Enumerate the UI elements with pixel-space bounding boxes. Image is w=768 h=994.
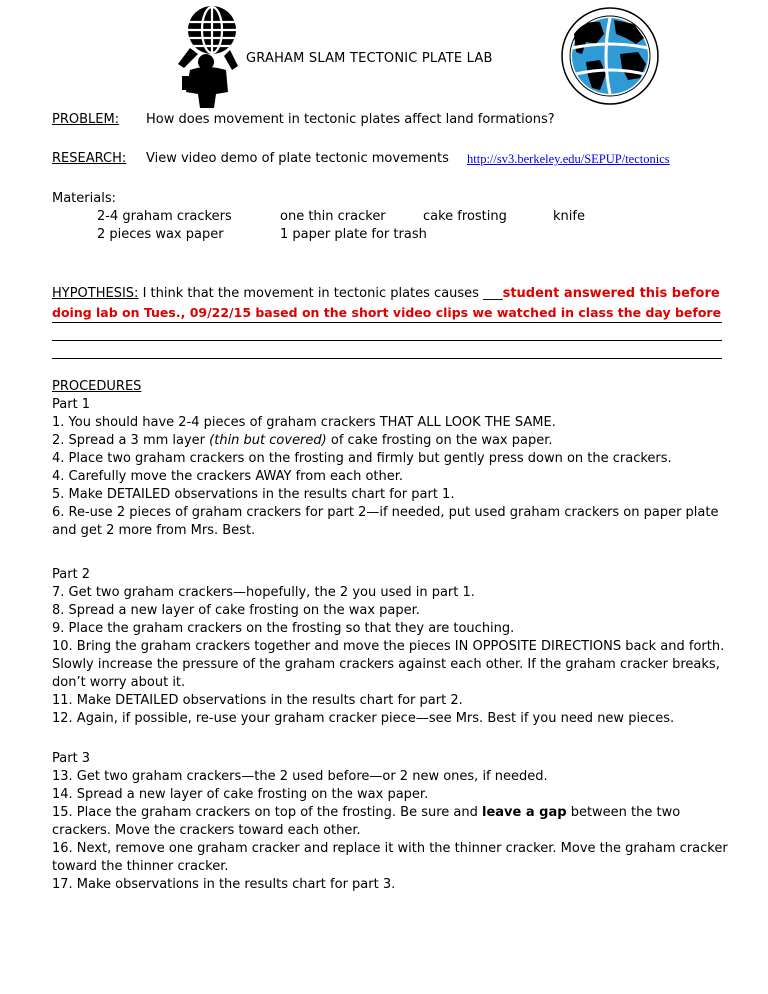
person-holding-globe-icon — [168, 4, 250, 108]
part2-step: 7. Get two graham crackers—hopefully, the 2 you used in part 1. — [52, 585, 475, 600]
part1-step: 5. Make DETAILED observations in the results chart for part 1. — [52, 487, 455, 502]
materials-item: 2-4 graham crackers — [97, 209, 232, 224]
part3-step: 14. Spread a new layer of cake frosting on the wax paper. — [52, 787, 429, 802]
materials-item: 1 paper plate for trash — [280, 227, 427, 242]
part2-step: 12. Again, if possible, re-use your graham cracker piece—see Mrs. Best if you need new pieces. — [52, 711, 675, 726]
part1-step: 2. Spread a 3 mm layer (thin but covered) of cake frosting on the wax paper. — [52, 433, 553, 448]
materials-item: knife — [553, 209, 585, 224]
materials-item: cake frosting — [423, 209, 507, 224]
hypothesis-answer: student answered this before — [502, 286, 720, 301]
answer-line — [52, 322, 722, 323]
part2-step: 9. Place the graham crackers on the frosting so that they are touching. — [52, 621, 515, 636]
research-label: RESEARCH: — [52, 151, 127, 166]
part3-step: 17. Make observations in the results chart for part 3. — [52, 877, 396, 892]
part1-step: 6. Re-use 2 pieces of graham crackers for part 2—if needed, put used graham crackers on paper plate and get 2 more from Mrs. Best. — [52, 505, 719, 538]
part1-step: 4. Place two graham crackers on the frosting and firmly but gently press down on the crackers. — [52, 451, 672, 466]
part1-label: Part 1 — [52, 397, 91, 412]
part3-label: Part 3 — [52, 751, 91, 766]
research-link[interactable]: http://sv3.berkeley.edu/SEPUP/tectonics — [467, 152, 670, 166]
procedures-heading: PROCEDURES — [52, 379, 142, 394]
materials-label: Materials: — [52, 191, 116, 206]
part3-step: 13. Get two graham crackers—the 2 used before—or 2 new ones, if needed. — [52, 769, 548, 784]
hypothesis-answer-continued: doing lab on Tues., 09/22/15 based on the short video clips we watched in class the day before — [52, 305, 722, 320]
part2-label: Part 2 — [52, 567, 91, 582]
hypothesis-label: HYPOTHESIS: — [52, 286, 139, 301]
page-title: GRAHAM SLAM TECTONIC PLATE LAB — [246, 51, 493, 66]
part1-step: 4. Carefully move the crackers AWAY from each other. — [52, 469, 404, 484]
part2-step: 11. Make DETAILED observations in the results chart for part 2. — [52, 693, 463, 708]
part1-step: 1. You should have 2-4 pieces of graham crackers THAT ALL LOOK THE SAME. — [52, 415, 556, 430]
answer-line — [52, 358, 722, 359]
materials-item: one thin cracker — [280, 209, 386, 224]
materials-item: 2 pieces wax paper — [97, 227, 224, 242]
research-text: View video demo of plate tectonic movements — [146, 151, 449, 166]
tectonic-globe-seal-icon — [556, 4, 664, 108]
answer-line — [52, 340, 722, 341]
part2-step: 8. Spread a new layer of cake frosting on the wax paper. — [52, 603, 420, 618]
part2-step: 10. Bring the graham crackers together and move the pieces IN OPPOSITE DIRECTIONS back and forth. Slowly increase the pressure of the graham crackers against each other. If the graham cracker breaks, don’t worry about it. — [52, 639, 725, 690]
problem-text: How does movement in tectonic plates affect land formations? — [146, 112, 555, 127]
hypothesis-prefix: I think that the movement in tectonic plates causes ___ — [138, 286, 503, 301]
part3-step: 15. Place the graham crackers on top of the frosting. Be sure and leave a gap between the two crackers. Move the crackers toward each other. — [52, 805, 681, 838]
part3-step: 16. Next, remove one graham cracker and replace it with the thinner cracker. Move the graham cracker toward the thinner cracker. — [52, 841, 728, 874]
hypothesis-line — [52, 285, 720, 302]
problem-label: PROBLEM: — [52, 112, 120, 127]
